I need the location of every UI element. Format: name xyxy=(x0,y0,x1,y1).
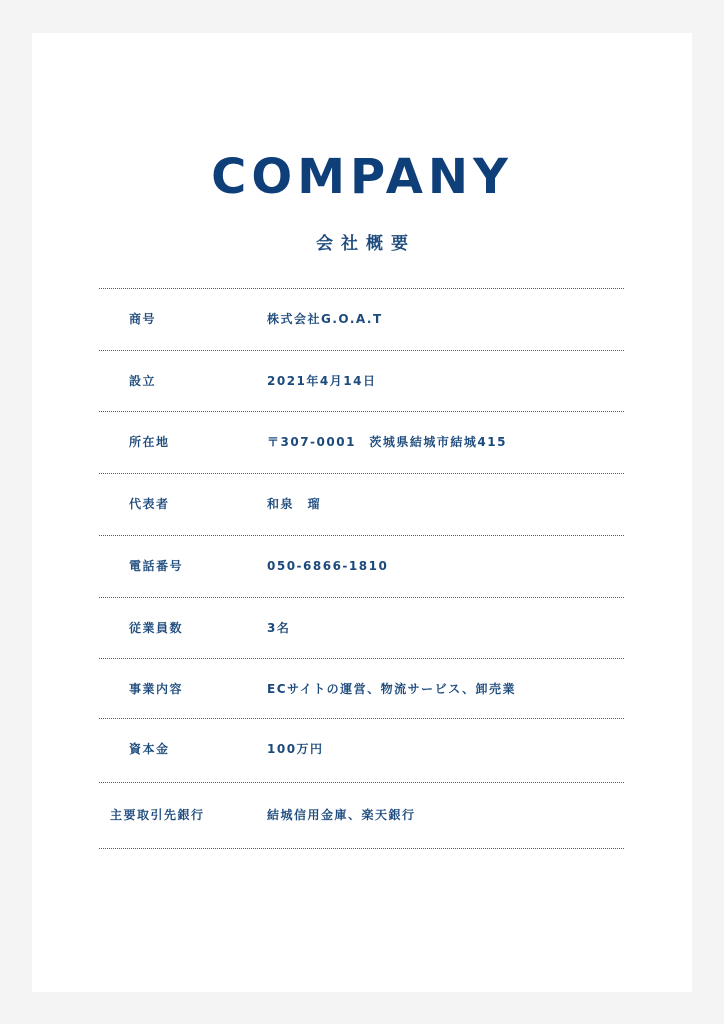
value-employees: 3名 xyxy=(267,621,291,635)
row-divider xyxy=(99,848,624,849)
page-subtitle: 会社概要 xyxy=(316,234,416,254)
row-divider xyxy=(99,597,624,598)
value-established: 2021年4月14日 xyxy=(267,374,377,388)
value-banks: 結城信用金庫、楽天銀行 xyxy=(267,808,416,822)
row-divider xyxy=(99,288,624,289)
value-trade-name: 株式会社G.O.A.T xyxy=(267,312,383,326)
label-phone: 電話番号 xyxy=(129,559,184,573)
row-divider xyxy=(99,782,624,783)
row-divider xyxy=(99,411,624,412)
value-business: ECサイトの運営、物流サービス、卸売業 xyxy=(267,682,517,696)
value-phone: 050-6866-1810 xyxy=(267,559,389,573)
value-address: 〒307-0001 茨城県結城市結城415 xyxy=(267,435,507,449)
label-address: 所在地 xyxy=(129,435,170,449)
value-representative: 和泉 瑠 xyxy=(267,497,322,511)
label-established: 設立 xyxy=(129,374,157,388)
label-employees: 従業員数 xyxy=(129,621,184,635)
value-capital: 100万円 xyxy=(267,742,324,756)
row-divider xyxy=(99,718,624,719)
row-divider xyxy=(99,658,624,659)
label-trade-name: 商号 xyxy=(129,312,157,326)
row-divider xyxy=(99,473,624,474)
label-business: 事業内容 xyxy=(129,682,184,696)
label-representative: 代表者 xyxy=(129,497,170,511)
label-banks: 主要取引先銀行 xyxy=(110,808,205,822)
page-title: COMPANY xyxy=(211,149,513,205)
label-capital: 資本金 xyxy=(129,742,170,756)
document-page xyxy=(32,33,692,992)
row-divider xyxy=(99,350,624,351)
row-divider xyxy=(99,535,624,536)
